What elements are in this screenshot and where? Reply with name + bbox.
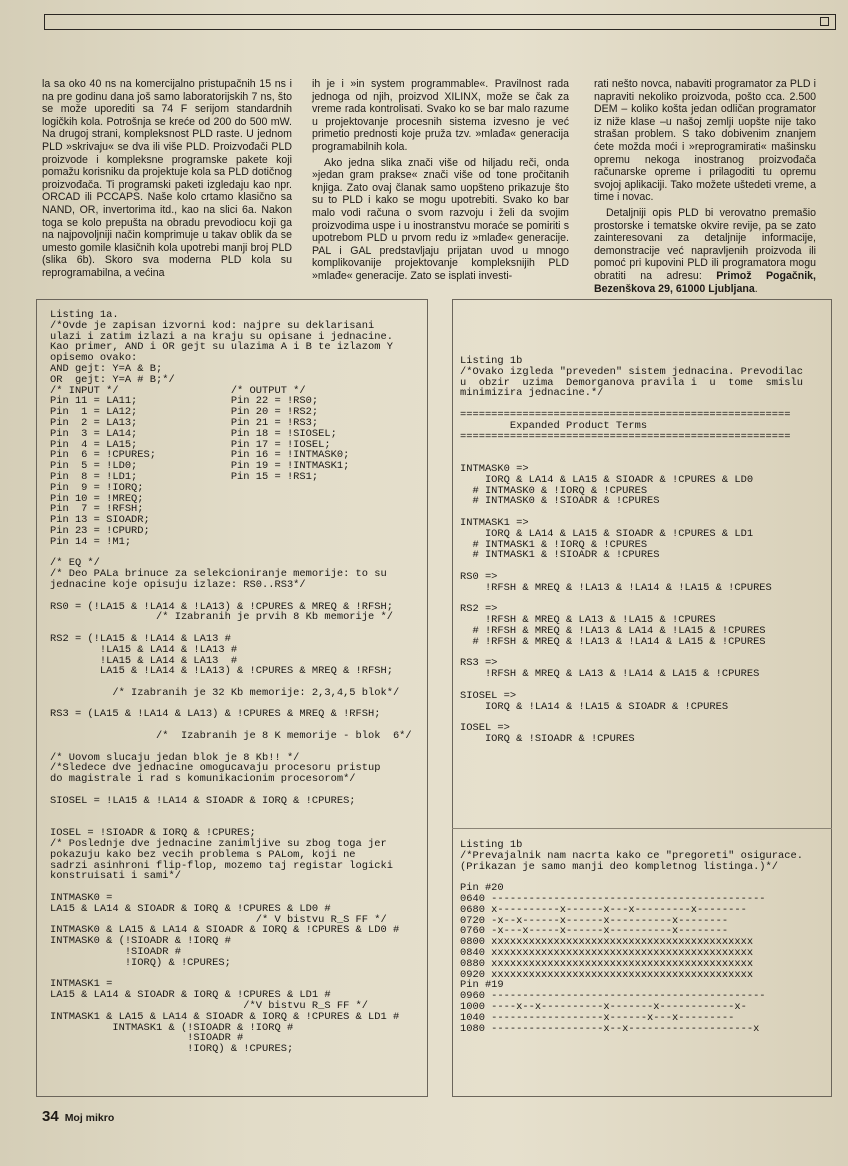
header-rule xyxy=(44,14,836,30)
magazine-title: Moj mikro xyxy=(64,1112,115,1124)
page-footer xyxy=(42,1108,114,1125)
contact-intro: Detaljniji opis PLD bi verovatno premašio prostorske i tematske okvire revije, pa se zato zainteresovani za detaljnije informacije, demonstracije već napravljenih proizvoda ili pomoć pri kupovini PLD ili programatora mogu obratiti na adresu: xyxy=(594,206,816,282)
paragraph: Ako jedna slika znači više od hiljadu reči, onda »jedan gram prakse« znači više od tone pročitanih knjiga. Zato ovaj članak samo uopšteno prikazuje što su to PLD i kako se mogu upotrebiti. Svako ko bar malo vodi računa o svom razvoju i želi da svojim proizvodima uspe i u inostranstvu moraće se pomiriti s upotrebom PLD u prvom redu iz »mlađe« generacije. PAL i GAL predstavljaju prijatan uvod u mnogo komplikovanije projektovanje kompleksnijih PLD »mlađe« generacije. Zato se isplati investi- xyxy=(312,156,569,282)
contact-end: . xyxy=(754,282,758,295)
header-square-icon xyxy=(820,17,829,26)
listing-1b-fusemap: Listing 1b /*Prevajalnik nam nacrta kako ce "pregoreti" osigurace. (Prikazan je samo manji deo kompletnog listinga.)*/ Pin #20 0640 -------------------------------------------- 0680 x----------x------x---x---------x-------- 0720 -x--x------x------x----------x-------- 0760 -x---x-----x------x----------x-------- 0800 xxxxxxxxxxxxxxxxxxxxxxxxxxxxxxxxxxxxxxxxxx 0840 xxxxxxxxxxxxxxxxxxxxxxxxxxxxxxxxxxxxxxxxxx 0880 xxxxxxxxxxxxxxxxxxxxxxxxxxxxxxxxxxxxxxxxxx 0920 xxxxxxxxxxxxxxxxxxxxxxxxxxxxxxxxxxxxxxxxxx Pin #19 0960 -------------------------------------------- 1000 ----x--x----------x-------x------------x- 1040 ------------------x------x---x--------- 1080 ------------------x--x--------------------x xyxy=(460,839,803,1035)
article-column-1 xyxy=(42,78,292,283)
paragraph: ih je i »in system programmable«. Pravilnost rada jednoga od njih, proizvod XILINX, može se čak za vreme rada kontrolisati. Svako ko se bar malo razume u projektovanje procesnih sistema izvesno je već primetio prednosti koje pruža tzv. »mlađa« generacija programabilnih kola. xyxy=(312,78,569,153)
contact-address: Primož Pogačnik, Bezenškova 29, 61000 Ljubljana xyxy=(594,269,816,295)
article-column-3 xyxy=(594,78,816,298)
listing-separator xyxy=(452,828,832,829)
article-column-2 xyxy=(312,78,569,286)
paragraph: rati nešto novca, nabaviti programator za PLD i napraviti nekoliko proizvoda, pošto cca. 2.500 DEM – koliko košta jedan odličan programator iz niže klase –u našoj zemlji uopšte nije tako strašan problem. S tako dobivenim znanjem ćete možda moći i »reprogramirati« mašinsku opremu nekoga inostranog proizvođača računarske opreme i prilagoditi tu opremu svojoj aplikaciji. Tako možete uštedeti vreme, a time i novac. xyxy=(594,78,816,204)
listing-1b-code: Listing 1b /*Ovako izgleda "preveden" sistem jednacina. Prevodilac u obzir uzima Demorganova pravila i u tome smislu minimizira jednacine.*/ ===================================================== Expanded Product Terms ===================================================== INTMASK0 => IORQ & LA14 & LA15 & SIOADR & !CPURES & LD0 # INTMASK0 & !IORQ & !CPURES # INTMASK0 & !SIOADR & !CPURES INTMASK1 => IORQ & LA14 & LA15 & SIOADR & !CPURES & LD1 # INTMASK1 & !IORQ & !CPURES # INTMASK1 & !SIOADR & !CPURES RS0 => !RFSH & MREQ & !LA13 & !LA14 & !LA15 & !CPURES RS2 => !RFSH & MREQ & LA13 & !LA15 & !CPURES # !RFSH & MREQ & !LA13 & LA14 & !LA15 & !CPURES # !RFSH & MREQ & !LA13 & !LA14 & LA15 & !CPURES RS3 => !RFSH & MREQ & LA13 & !LA14 & LA15 & !CPURES SIOSEL => IORQ & !LA14 & !LA15 & SIOADR & !CPURES IOSEL => IORQ & !SIOADR & !CPURES xyxy=(460,355,803,745)
paragraph: la sa oko 40 ns na komercijalno pristupačnih 15 ns i na pre godinu dana još samo laboratorijskih 7 ns, što se može uporediti sa 74 F serijom standardnih logičkih kola. Potrošnja se kreće od 200 do 500 mW. Na drugoj strani, kompleksnost PLD raste. U jednom PLD »skrivaju« se dva ili više PLD. Proizvođači PLD proizvode i kompleksne programske pakete koji pomažu korisniku da projektuje kola sa PLD dotičnog proizvođača. Ti programski paketi izgledaju kao npr. ORCAD ili PCCAPS. Naše kolo crtamo klasično sa NAND, OR, invertorima itd., kao na slici 6a. Nakon toga se kolo prepušta na obradu prevodiocu koji ga na najpovoljniji način komprimuje u takav oblik da se umesto gomile klasičnih kola upotrebi manji broj PLD (slika 6b). Skoro sva moderna PLD kola su reprogramabilna, a većina xyxy=(42,78,292,279)
page-number: 34 xyxy=(42,1108,59,1125)
listing-1a-code: Listing 1a. /*Ovde je zapisan izvorni kod: najpre su deklarisani ulazi i zatim izlazi a na kraju su opisane i jednacine. Kao primer, AND i OR gejt su ulazima A i B te izlazom Y opisemo ovako: AND gejt: Y=A & B; OR gejt: Y=A # B;*/ /* INPUT */ /* OUTPUT */ Pin 11 = LA11; Pin 22 = !RS0; Pin 1 = LA12; Pin 20 = !RS2; Pin 2 = LA13; Pin 21 = !RS3; Pin 3 = LA14; Pin 18 = !SIOSEL; Pin 4 = LA15; Pin 17 = !IOSEL; Pin 6 = !CPURES; Pin 16 = !INTMASK0; Pin 5 = !LD0; Pin 19 = !INTMASK1; Pin 8 = !LD1; Pin 15 = !RS1; Pin 9 = !IORQ; Pin 10 = !MREQ; Pin 7 = !RFSH; Pin 13 = SIOADR; Pin 23 = !CPURD; Pin 14 = !M1; /* EQ */ /* Deo PALa brinuce za selekcioniranje memorije: to su jednacine koje opisuju izlaze: RS0..RS3*/ RS0 = (!LA15 & !LA14 & !LA13) & !CPURES & MREQ & !RFSH; /* Izabranih je prvih 8 Kb memorije */ RS2 = (!LA15 & !LA14 & LA13 # !LA15 & LA14 & !LA13 # !LA15 & LA14 & LA13 # LA15 & !LA14 & !LA13) & !CPURES & MREQ & !RFSH; /* Izabranih je 32 Kb memorije: 2,3,4,5 blok*/ RS3 = (LA15 & !LA14 & LA13) & !CPURES & MREQ & !RFSH; /* Izabranih je 8 K memorije - blok 6*/ /* Uovom slucaju jedan blok je 8 Kb!! */ /*Sledece dve jednacine omogucavaju procesoru pristup do magistrale i rad s komunikacionim procesorom*/ SIOSEL = !LA15 & !LA14 & SIOADR & IORQ & !CPURES; IOSEL = !SIOADR & IORQ & !CPURES; /* Poslednje dve jednacine zanimljive su zbog toga jer pokazuju kako bez vecih problema s PALom, koji ne sadrzi asinhroni flip-flop, mozemo taj registar logicki konstruisati i sami*/ INTMASK0 = LA15 & LA14 & SIOADR & IORQ & !CPURES & LD0 # /* V bistvu R_S FF */ INTMASK0 & LA15 & LA14 & SIOADR & IORQ & !CPURES & LD0 # INTMASK0 & (!SIOADR & !IORQ # !SIOADR # !IORQ) & !CPURES; INTMASK1 = LA15 & LA14 & SIOADR & IORQ & !CPURES & LD1 # /*V bistvu R_S FF */ INTMASK1 & LA15 & LA14 & SIOADR & IORQ & !CPURES & LD1 # INTMASK1 & (!SIOADR & !IORQ # !SIOADR # !IORQ) & !CPURES; xyxy=(50,309,412,1056)
paragraph-contact xyxy=(594,207,816,295)
